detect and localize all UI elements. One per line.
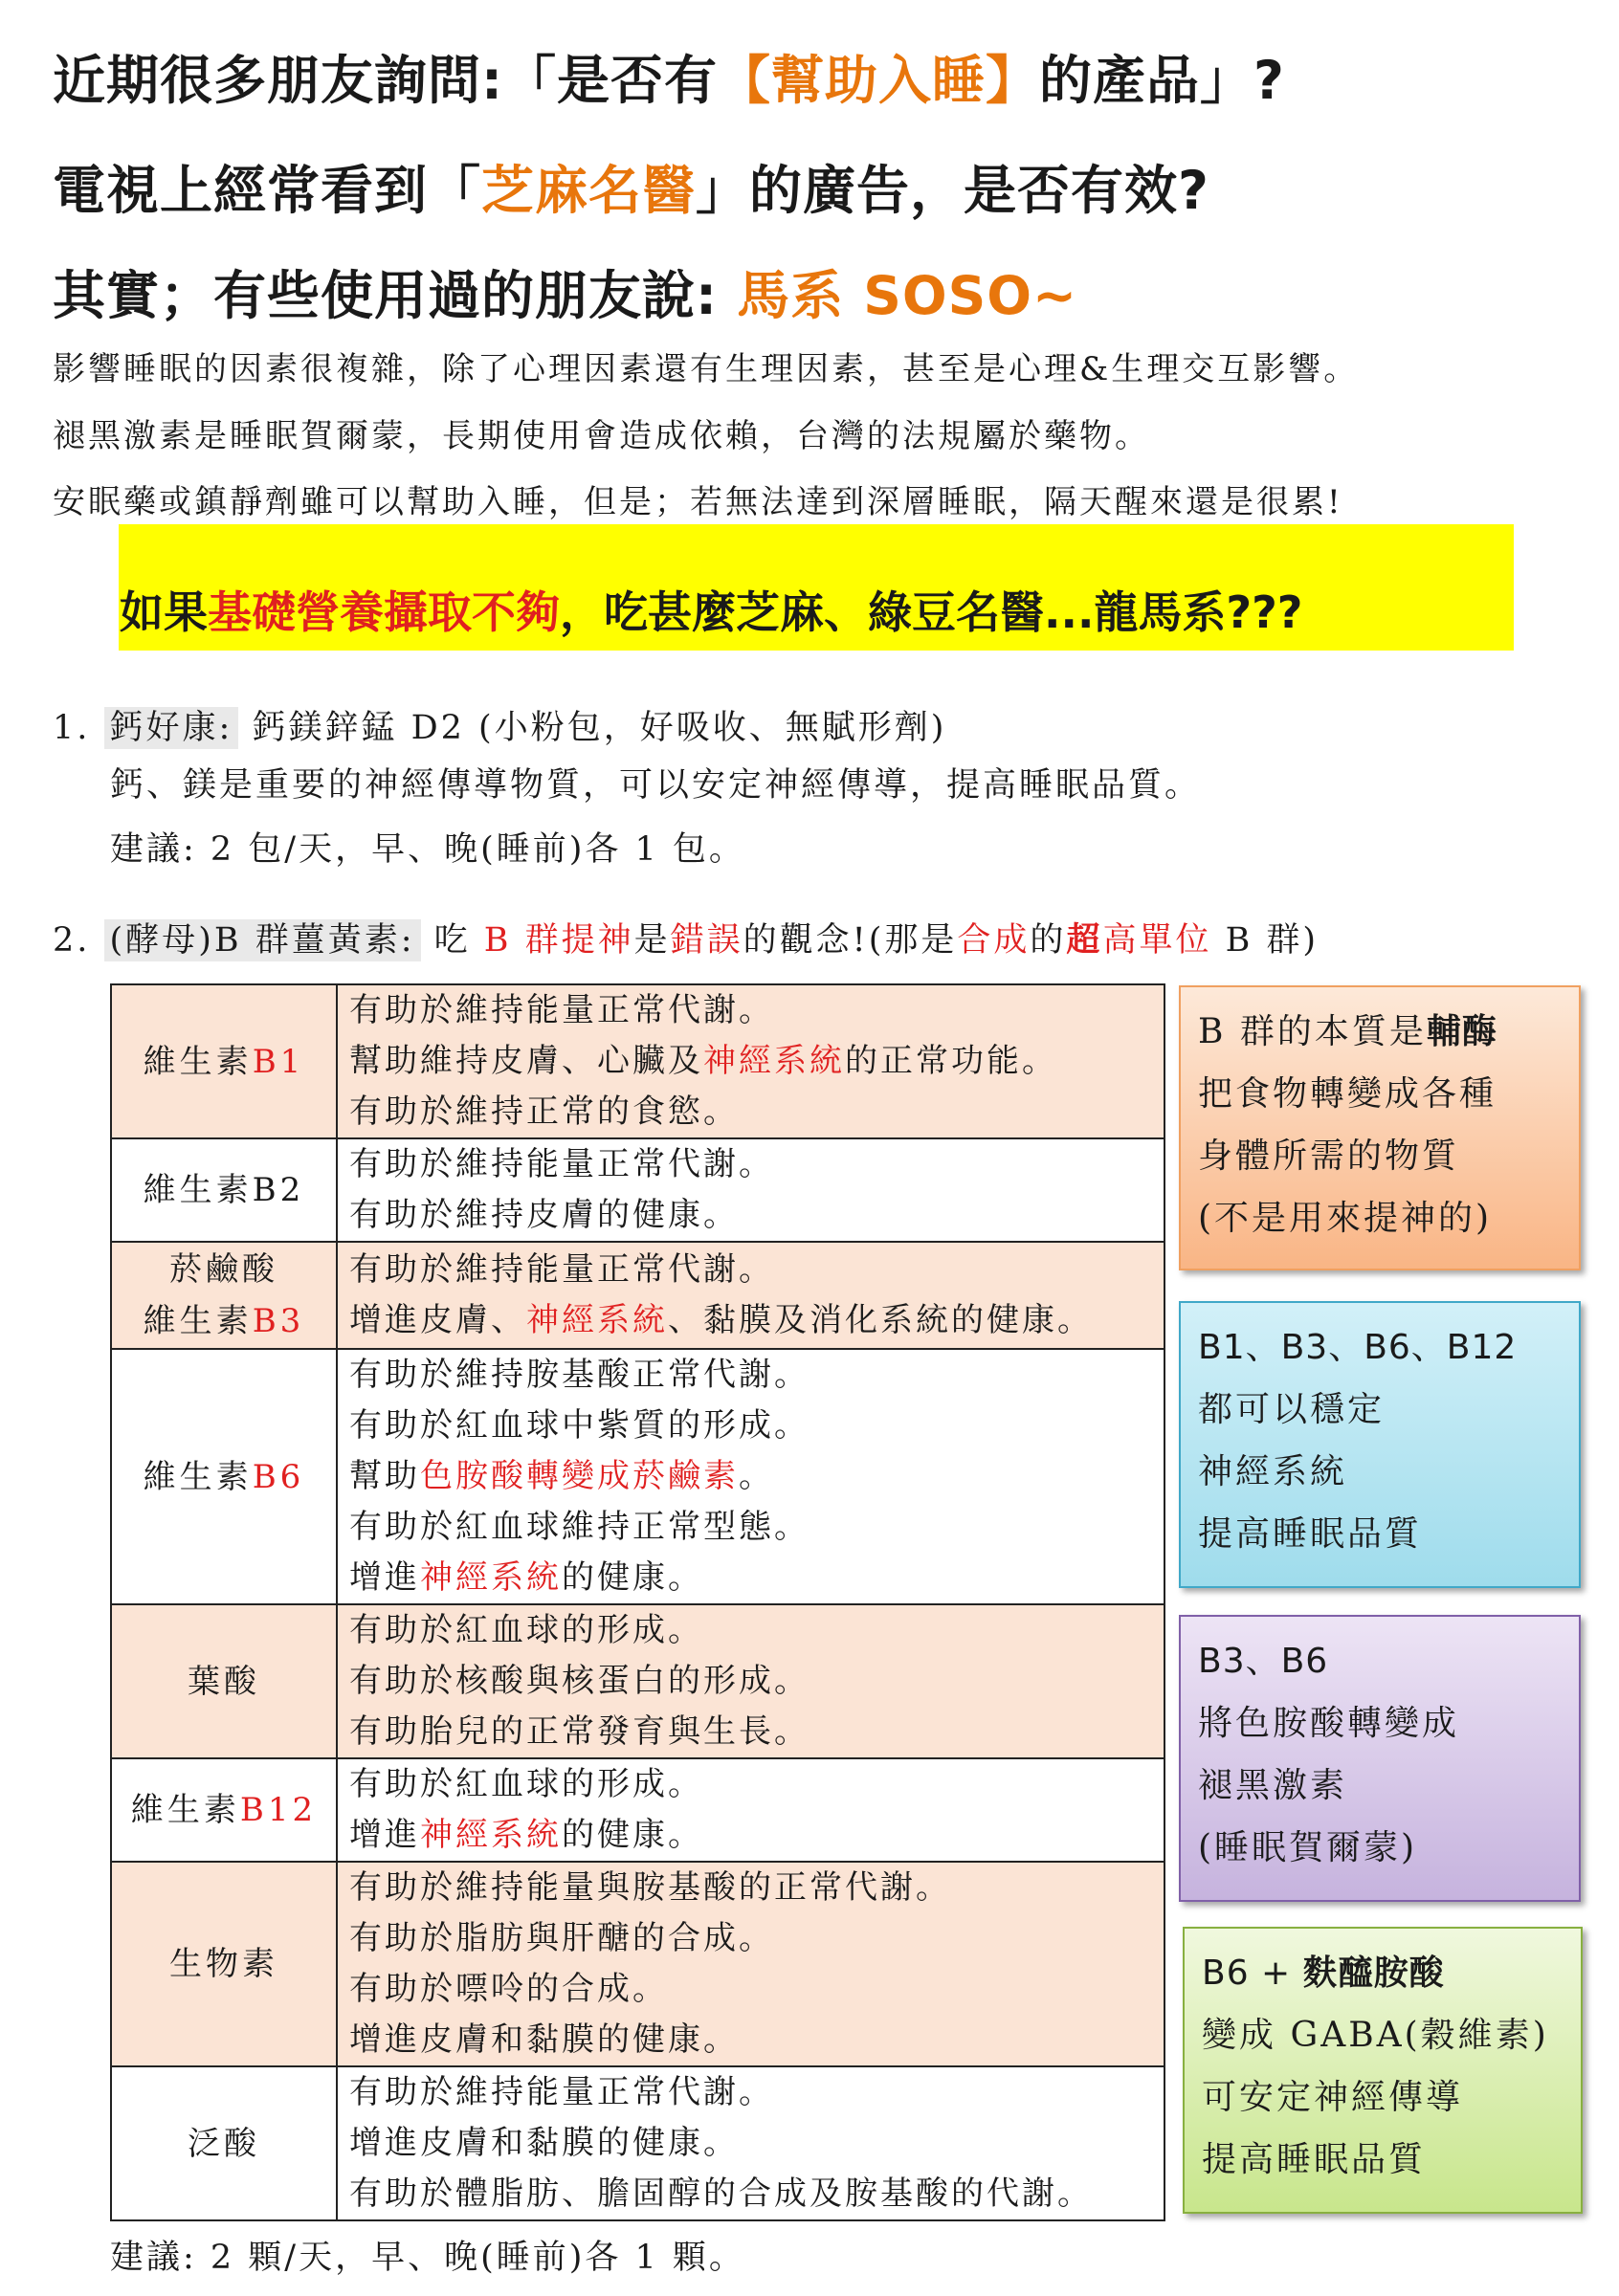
item-2-product: (酵母)B 群薑黃素: — [104, 919, 421, 961]
headline-2-text: 電視上經常看到「 — [53, 160, 482, 221]
paragraph-3: 安眠藥或鎮靜劑雖可以幫助入睡，但是；若無法達到深層睡眠，隔天醒來還是很累! — [53, 483, 1343, 521]
b6-d5 — [349, 1553, 1164, 1603]
vitamin-table — [110, 983, 1165, 2221]
gaba-l1b: 麩醯胺酸 — [1302, 1954, 1445, 1993]
callout-melatonin — [1179, 1615, 1581, 1902]
callout-coenzyme-line2: 把食物轉變成各種 — [1198, 1074, 1497, 1114]
b6-d3b: 色胺酸轉變成菸鹼素 — [420, 1457, 739, 1495]
headline-3 — [53, 254, 1077, 329]
item-2-t6: 合成 — [957, 921, 1031, 960]
vitamin-desc-b2 — [337, 1138, 1164, 1242]
paragraph-1: 影響睡眠的因素很複雜，除了心理因素還有生理因素，甚至是心理&生理交互影響。 — [53, 350, 1360, 388]
table-row-b6 — [111, 1349, 1164, 1604]
item-2-number: 2. — [53, 921, 91, 960]
vitamin-name-b2: 維生素B2 — [111, 1138, 337, 1242]
callout-gaba-line3: 可安定神經傳導 — [1202, 2078, 1464, 2117]
vitamin-desc-b1 — [337, 984, 1164, 1138]
b3-d2c: 、黏膜及消化系統的健康。 — [668, 1301, 1093, 1339]
callout-coenzyme — [1179, 985, 1581, 1270]
b2-d1: 有助於維持能量正常代謝。 — [349, 1145, 774, 1183]
b3-name2 — [113, 1295, 335, 1347]
b6-d5b: 神經系統 — [420, 1558, 562, 1597]
item-2-t10: B 群) — [1211, 921, 1320, 960]
vitamin-name-folic: 葉酸 — [111, 1604, 337, 1758]
item-1-line-2: 鈣、鎂是重要的神經傳導物質，可以安定神經傳導，提高睡眠品質。 — [110, 766, 1202, 805]
headline-3-highlight: 馬系 SOSO~ — [737, 265, 1078, 326]
b2-d2: 有助於維持皮膚的健康。 — [349, 1196, 739, 1234]
callout-melatonin-line1: B3、B6 — [1198, 1642, 1329, 1681]
table-row-panto — [111, 2066, 1164, 2220]
table-row-folic — [111, 1604, 1164, 1758]
b3-name-hl: B3 — [252, 1302, 305, 1340]
b6-name-hl: B6 — [252, 1457, 305, 1496]
callout-nervous-line2: 都可以穩定 — [1198, 1390, 1386, 1429]
callout-nervous-line1: B1、B3、B6、B12 — [1198, 1328, 1518, 1367]
headline-2-highlight: 芝麻名醫 — [481, 160, 697, 221]
b3-name1: 菸鹼酸 — [169, 1250, 278, 1289]
b6-d2: 有助於紅血球中紫質的形成。 — [349, 1406, 810, 1445]
b6-d3c: 。 — [739, 1457, 774, 1495]
b12-d2c: 的健康。 — [562, 1816, 703, 1854]
paragraph-2: 褪黑激素是睡眠賀爾蒙，長期使用會造成依賴，台灣的法規屬於藥物。 — [53, 417, 1150, 455]
item-2-t1: 吃 — [420, 921, 484, 960]
vitamin-name-biotin: 生物素 — [111, 1862, 337, 2066]
callout-gaba-line1 — [1202, 1942, 1564, 2004]
item-2-t5: 的觀念!(那是 — [743, 921, 958, 960]
callout-nervous-line3: 神經系統 — [1198, 1452, 1348, 1491]
item-2-t9: 高單位 — [1102, 921, 1212, 960]
callout-coenzyme-line1 — [1198, 1001, 1562, 1063]
table-row-biotin — [111, 1862, 1164, 2066]
b3-name-pre: 維生素 — [143, 1302, 253, 1340]
item-2-t3: 是 — [633, 921, 671, 960]
b1-d2b: 神經系統 — [703, 1042, 845, 1080]
headline-2-end: 」的廣告，是否有效? — [696, 160, 1209, 221]
b3-d2a: 增進皮膚、 — [349, 1301, 526, 1339]
vitamin-desc-b12 — [337, 1758, 1164, 1862]
b1-d2c: 的正常功能。 — [845, 1042, 1057, 1080]
vitamin-name-b6 — [111, 1349, 337, 1604]
b6-d4: 有助於紅血球維持正常型態。 — [349, 1508, 810, 1546]
callout-gaba-line2: 變成 GABA(穀維素) — [1202, 2016, 1549, 2055]
dosage-footer: 建議: 2 顆/天，早、晚(睡前)各 1 顆。 — [110, 2239, 745, 2277]
panto-d3: 有助於體脂肪、膽固醇的合成及胺基酸的代謝。 — [349, 2175, 1093, 2213]
b1-box-l1b: 輔酶 — [1426, 1012, 1497, 1051]
b1-name-hl: B1 — [252, 1042, 305, 1081]
callout-melatonin-line2: 將色胺酸轉變成 — [1198, 1704, 1460, 1743]
biotin-d2: 有助於脂肪與肝醣的合成。 — [349, 1919, 774, 1957]
headline-1-highlight: 【幫助入睡】 — [718, 50, 1040, 111]
callout-melatonin-line3: 褪黑激素 — [1198, 1766, 1348, 1805]
b12-name-pre: 維生素 — [130, 1791, 240, 1829]
table-row-b2 — [111, 1138, 1164, 1242]
vitamin-name-b3 — [111, 1242, 337, 1349]
item-2-t2: B 群提神 — [483, 921, 634, 960]
banner-post: ，吃甚麼芝麻、綠豆名醫...龍馬系??? — [560, 586, 1303, 638]
headline-1-end: 的產品」? — [1039, 50, 1285, 111]
headline-1 — [53, 38, 1285, 114]
b12-name-hl: B12 — [239, 1791, 318, 1829]
gaba-l1a: B6 + — [1202, 1954, 1303, 1993]
b6-d1: 有助於維持胺基酸正常代謝。 — [349, 1356, 810, 1394]
headline-3-text: 其實；有些使用過的朋友說: — [53, 265, 738, 326]
table-row-b12 — [111, 1758, 1164, 1862]
panto-d2: 增進皮膚和黏膜的健康。 — [349, 2124, 739, 2162]
b1-name-pre: 維生素 — [143, 1042, 253, 1081]
b6-d3 — [349, 1451, 1164, 1502]
item-1 — [53, 701, 946, 749]
table-row-b3 — [111, 1242, 1164, 1349]
b1-d2a: 幫助維持皮膚、心臟及 — [349, 1042, 703, 1080]
b3-d1: 有助於維持能量正常代謝。 — [349, 1250, 774, 1289]
item-1-line-3: 建議: 2 包/天，早、晚(睡前)各 1 包。 — [110, 830, 745, 869]
folic-d2: 有助於核酸與核蛋白的形成。 — [349, 1662, 810, 1700]
callout-melatonin-line4: (睡眠賀爾蒙) — [1198, 1828, 1418, 1867]
b12-d1: 有助於紅血球的形成。 — [349, 1765, 703, 1803]
vitamin-name-b1 — [111, 984, 337, 1138]
b12-d2 — [349, 1810, 1164, 1861]
item-2-t8: 超 — [1066, 920, 1103, 960]
b1-d3: 有助於維持正常的食慾。 — [349, 1093, 739, 1131]
item-2 — [53, 914, 1319, 961]
headline-1-text: 近期很多朋友詢問:「是否有 — [53, 50, 718, 111]
b1-box-l1a: B 群的本質是 — [1198, 1012, 1427, 1051]
callout-nervous-line4: 提高睡眠品質 — [1198, 1514, 1423, 1554]
b6-d3a: 幫助 — [349, 1457, 420, 1495]
biotin-d3: 有助於嘌呤的合成。 — [349, 1970, 668, 2008]
vitamin-desc-panto — [337, 2066, 1164, 2220]
item-1-number: 1. — [53, 709, 91, 747]
b6-d5c: 的健康。 — [562, 1558, 703, 1597]
headline-2 — [53, 148, 1209, 224]
item-1-desc: 鈣鎂鋅錳 D2 (小粉包，好吸收、無賦形劑) — [238, 709, 947, 747]
b3-d2b: 神經系統 — [526, 1301, 668, 1339]
b12-d2b: 神經系統 — [420, 1816, 562, 1854]
banner-pre: 如果 — [120, 586, 208, 638]
vitamin-name-panto: 泛酸 — [111, 2066, 337, 2220]
item-2-t4: 錯誤 — [670, 921, 743, 960]
b6-name-pre: 維生素 — [143, 1457, 253, 1496]
vitamin-name-b12 — [111, 1758, 337, 1862]
folic-d1: 有助於紅血球的形成。 — [349, 1611, 703, 1649]
vitamin-desc-b3 — [337, 1242, 1164, 1349]
b1-d1: 有助於維持能量正常代謝。 — [349, 991, 774, 1029]
item-2-t7: 的 — [1030, 921, 1067, 960]
b3-d2 — [349, 1295, 1164, 1346]
callout-nervous-system — [1179, 1301, 1581, 1588]
callout-coenzyme-line4: (不是用來提神的) — [1198, 1199, 1493, 1238]
callout-coenzyme-line3: 身體所需的物質 — [1198, 1137, 1460, 1176]
table-row-b1 — [111, 984, 1164, 1138]
vitamin-desc-b6 — [337, 1349, 1164, 1604]
folic-d3: 有助胎兒的正常發育與生長。 — [349, 1712, 810, 1751]
panto-d1: 有助於維持能量正常代謝。 — [349, 2073, 774, 2111]
callout-gaba-line4: 提高睡眠品質 — [1202, 2140, 1427, 2179]
banner-highlight: 基礎營養攝取不夠 — [208, 586, 560, 638]
b12-d2a: 增進 — [349, 1816, 420, 1854]
vitamin-desc-biotin — [337, 1862, 1164, 2066]
callout-gaba — [1183, 1927, 1583, 2214]
b1-d2 — [349, 1036, 1164, 1087]
biotin-d1: 有助於維持能量與胺基酸的正常代謝。 — [349, 1868, 951, 1907]
vitamin-desc-folic — [337, 1604, 1164, 1758]
item-1-product: 鈣好康: — [104, 707, 239, 749]
biotin-d4: 增進皮膚和黏膜的健康。 — [349, 2020, 739, 2059]
banner-text — [120, 578, 1302, 641]
b6-d5a: 增進 — [349, 1558, 420, 1597]
